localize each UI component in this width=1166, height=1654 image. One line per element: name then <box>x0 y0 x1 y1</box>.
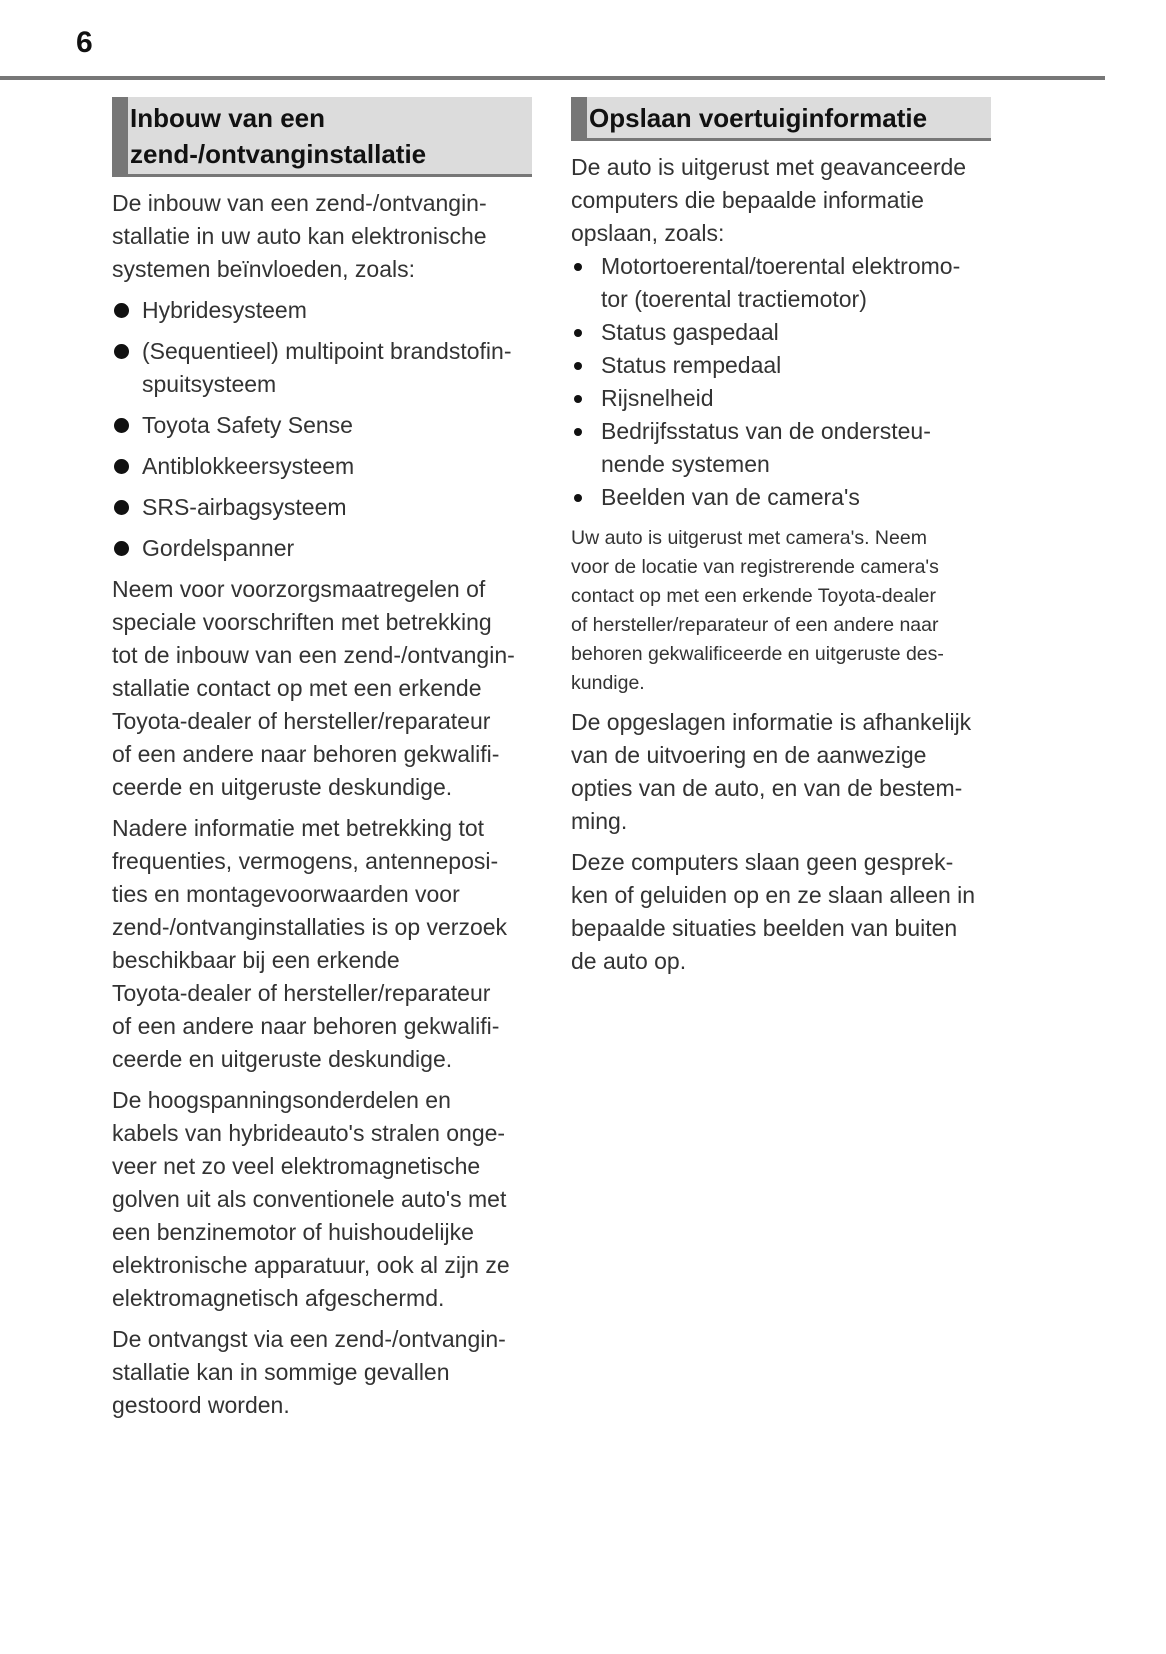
bullet-icon <box>574 428 582 436</box>
bullet-icon <box>574 362 582 370</box>
note-text: Uw auto is uitgerust met camera's. Neem voor de locatie van registrerende camera's contact op met een erkende Toyota-dealer of hersteller/reparateur of een andere naar behoren gekwalificeerde en uitgeruste des- kundige. <box>571 527 944 694</box>
paragraph: Deze computers slaan geen gesprek- ken of geluiden op en ze slaan alleen in bepaalde situaties beelden van buiten de auto op. <box>571 849 976 974</box>
header-rule <box>0 76 1105 80</box>
bullet-icon <box>574 395 582 403</box>
list-item: Status gaspedaal <box>571 316 996 349</box>
list-item: SRS-airbagsysteem <box>112 491 537 524</box>
bullet-icon <box>114 459 129 474</box>
paragraph: De ontvangst via een zend-/ontvangin- stallatie kan in sommige gevallen gestoord worden. <box>112 1326 506 1418</box>
list-item: Bedrijfsstatus van de ondersteu- nende systemen <box>571 415 996 481</box>
section-heading: Opslaan voertuiginformatie <box>571 97 991 141</box>
page-number: 6 <box>76 26 93 59</box>
list-item: Gordelspanner <box>112 532 537 565</box>
bullet-icon <box>114 500 129 515</box>
list-item: Beelden van de camera's <box>571 481 996 514</box>
bullet-icon <box>114 344 129 359</box>
right-column <box>571 97 996 978</box>
section-heading: Inbouw van een zend-/ontvanginstallatie <box>112 97 532 177</box>
list-item: Hybridesysteem <box>112 294 537 327</box>
bullet-icon <box>574 494 582 502</box>
intro-paragraph: De auto is uitgerust met geavanceerde computers die bepaalde informatie opslaan, zoals: <box>571 154 967 246</box>
list-item: Toyota Safety Sense <box>112 409 537 442</box>
paragraph: Nadere informatie met betrekking tot frequenties, vermogens, antenneposi- ties en montagevoorwaarden voor zend-/ontvanginstallaties is op verzoek beschikbaar bij een erkende Toyota-dealer of hersteller/reparateur of een andere naar behoren gekwalifi- ceerde en uitgeruste deskundige. <box>112 815 508 1072</box>
bullet-icon <box>574 263 582 271</box>
list-item: Status rempedaal <box>571 349 996 382</box>
bullet-icon <box>114 303 129 318</box>
list-item: Motortoerental/toerental elektromo- tor (toerental tractiemotor) <box>571 250 996 316</box>
intro-paragraph: De inbouw van een zend-/ontvangin- stallatie in uw auto kan elektronische systemen beïnvloeden, zoals: <box>112 190 487 282</box>
list-item: (Sequentieel) multipoint brandstofin- spuitsysteem <box>112 335 537 401</box>
bullet-list <box>112 294 537 565</box>
paragraph: De opgeslagen informatie is afhankelijk van de uitvoering en de aanwezige opties van de auto, en van de bestem- ming. <box>571 709 972 834</box>
paragraph: De hoogspanningsonderdelen en kabels van hybrideauto's stralen onge- veer net zo veel elektromagnetische golven uit als conventionele auto's met een benzinemotor of huishoudelijke elektronische apparatuur, ook al zijn ze elektromagnetisch afgeschermd. <box>112 1087 510 1311</box>
paragraph: Neem voor voorzorgsmaatregelen of speciale voorschriften met betrekking tot de inbouw van een zend-/ontvangin- stallatie contact op met een erkende Toyota-dealer of hersteller/reparateur of een andere naar behoren gekwalifi- ceerde en uitgeruste deskundige. <box>112 576 515 800</box>
bullet-icon <box>574 329 582 337</box>
bullet-list <box>571 250 996 514</box>
bullet-icon <box>114 541 129 556</box>
list-item: Antiblokkeersysteem <box>112 450 537 483</box>
left-column <box>112 97 537 1422</box>
list-item: Rijsnelheid <box>571 382 996 415</box>
bullet-icon <box>114 418 129 433</box>
